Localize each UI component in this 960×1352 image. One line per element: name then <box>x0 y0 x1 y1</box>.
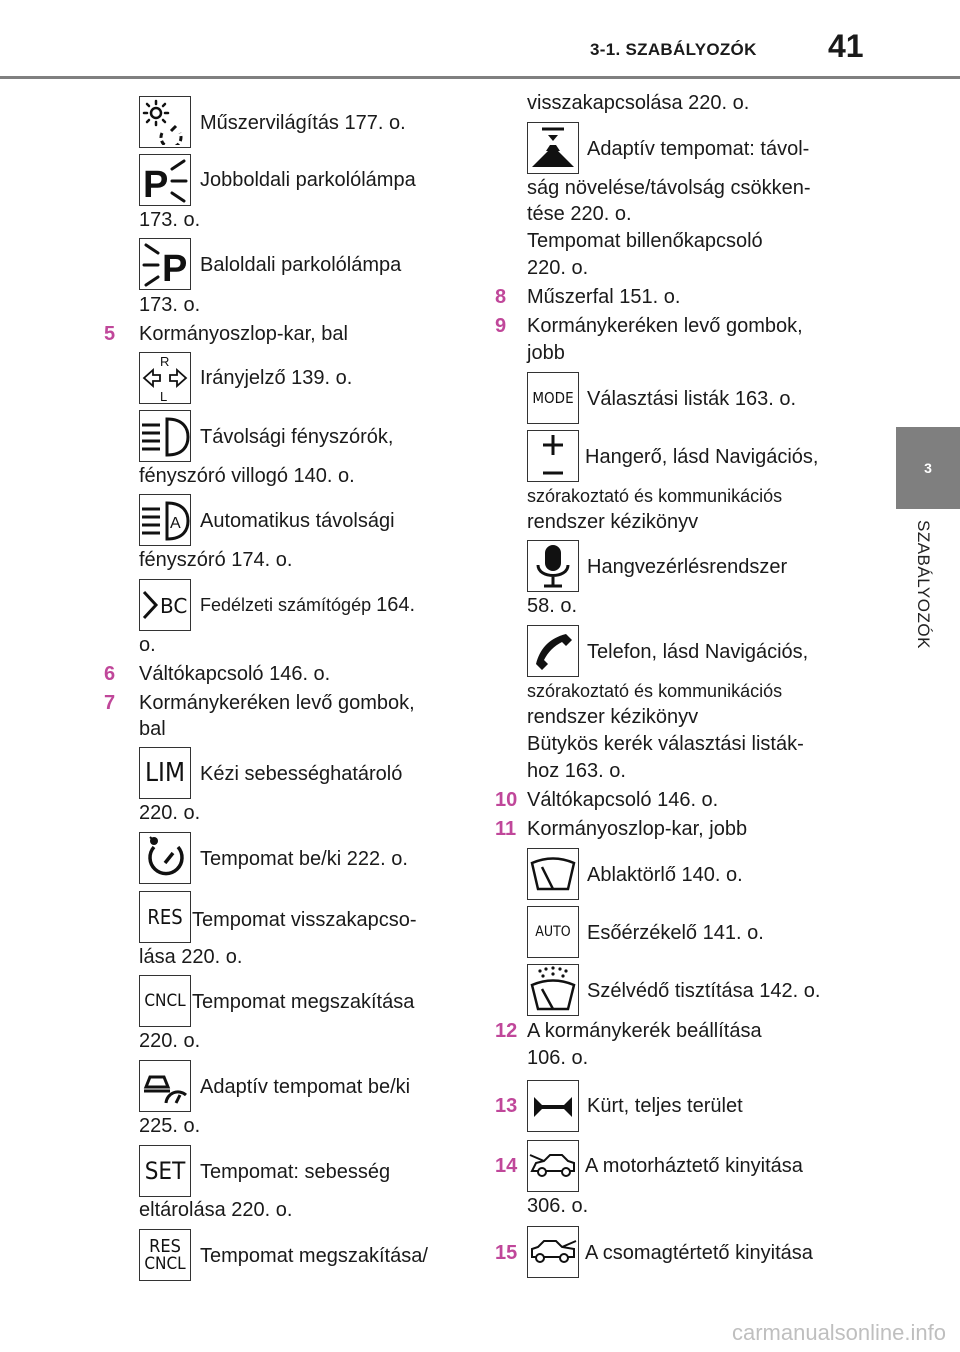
chapter-tab <box>896 427 960 509</box>
icon-label: CNCL <box>144 1253 186 1274</box>
trunk-release-glyph <box>528 1227 578 1277</box>
voice-control-icon <box>527 540 579 592</box>
trip-computer-icon <box>139 579 191 631</box>
text-line: hoz 163. o. <box>527 760 626 782</box>
text-line: ság növelése/távolság csökken- <box>527 177 811 199</box>
item-number: 12 <box>495 1020 518 1042</box>
item-number: 8 <box>495 286 507 308</box>
cruise-resume-cancel-icon <box>139 1229 191 1281</box>
icon-label: CNCL <box>144 990 186 1011</box>
section-title: 3-1. SZABÁLYOZÓK <box>590 40 757 59</box>
text-line: Adaptív tempomat be/ki <box>200 1076 411 1098</box>
turn-signal-glyph <box>140 353 190 403</box>
cruise-control-icon <box>139 832 191 884</box>
text-line: tése 220. o. <box>527 203 632 225</box>
text-line: Kormánykeréken levő gombok, <box>527 315 803 337</box>
mode-icon <box>527 372 579 424</box>
auto-high-beam-glyph <box>140 495 190 545</box>
text-line: Kormánykeréken levő gombok, <box>139 692 415 714</box>
cruise-cancel-icon <box>139 975 191 1027</box>
horn-glyph <box>528 1081 578 1131</box>
svg-text:A: A <box>170 515 181 532</box>
text-line: Hangvezérlésrendszer <box>587 556 788 578</box>
text-line: szórakoztató és kommunikációs <box>527 681 783 701</box>
text-line: 220. o. <box>527 257 589 279</box>
text-line: rendszer kézikönyv <box>527 706 699 728</box>
chapter-label: SZABÁLYOZÓK <box>914 520 933 649</box>
svg-text:BC: BC <box>160 594 188 618</box>
text-line: Jobboldali parkolólámpa <box>200 169 416 191</box>
text-line: jobb <box>527 342 565 364</box>
parking-light-right-icon <box>139 154 191 206</box>
text-line: bal <box>139 718 166 740</box>
text-line: 220. o. <box>139 1030 201 1052</box>
text-line: A csomagtértető kinyitása <box>585 1242 813 1264</box>
text-line: Automatikus távolsági <box>200 510 395 532</box>
text-line: Kormányoszlop-kar, jobb <box>527 818 748 840</box>
wiper-glyph <box>528 849 578 899</box>
text-line: Váltókapcsoló 146. o. <box>527 789 719 811</box>
horn-icon <box>527 1080 579 1132</box>
rain-sensor-icon <box>527 906 579 958</box>
text-line: Távolsági fényszórók, <box>200 426 394 448</box>
text-line: eltárolása 220. o. <box>139 1199 293 1221</box>
acc-distance-glyph <box>528 123 578 173</box>
text-line: 106. o. <box>527 1047 589 1069</box>
icon-label: AUTO <box>535 924 571 940</box>
text-line: Szélvédő tisztítása 142. o. <box>587 980 821 1002</box>
text-line: Tempomat billenőkapcsoló <box>527 230 763 252</box>
icon-label: LIM <box>144 758 186 788</box>
text-line: szórakoztató és kommunikációs <box>527 486 783 506</box>
instrument-lighting-icon <box>139 96 191 148</box>
text-line: Hangerő, lásd Navigációs, <box>585 446 819 468</box>
windshield-washer-icon <box>527 964 579 1016</box>
text-line: Bütykös kerék választási listák- <box>527 733 804 755</box>
trunk-release-icon <box>527 1226 579 1278</box>
item-number: 14 <box>495 1155 518 1177</box>
item-number: 7 <box>104 692 116 714</box>
text-line: Tempomat megszakítása <box>192 991 415 1013</box>
text-line: Tempomat: sebesség <box>200 1161 391 1183</box>
svg-text:L: L <box>160 389 168 403</box>
text-line: fényszóró villogó 140. o. <box>139 465 355 487</box>
text-line: A motorháztető kinyitása <box>585 1155 803 1177</box>
wiper-icon <box>527 848 579 900</box>
text-line: 225. o. <box>139 1115 201 1137</box>
phone-icon <box>527 625 579 677</box>
text-line: A kormánykerék beállítása <box>527 1020 762 1042</box>
text-line: 173. o. <box>139 294 201 316</box>
parking-light-left-icon <box>139 238 191 290</box>
voice-control-glyph <box>528 541 578 591</box>
parking-light-left-glyph <box>140 239 190 289</box>
text-line: Kézi sebességhatároló <box>200 763 403 785</box>
item-number: 13 <box>495 1095 518 1117</box>
item-number: 9 <box>495 315 507 337</box>
text-line <box>200 594 415 616</box>
text-line: 306. o. <box>527 1195 589 1217</box>
text-line: 173. o. <box>139 209 201 231</box>
icon-label: MODE <box>532 388 574 407</box>
text-line: 58. o. <box>527 595 578 617</box>
item-number: 6 <box>104 663 116 685</box>
volume-icon <box>527 430 579 482</box>
item-number: 5 <box>104 323 116 345</box>
text-line: 220. o. <box>139 802 201 824</box>
item-number: 10 <box>495 789 518 811</box>
text-line: Kürt, teljes terület <box>587 1095 743 1117</box>
text-line: lása 220. o. <box>139 946 243 968</box>
text-span: 164. <box>376 594 416 616</box>
hood-release-glyph <box>528 1141 578 1191</box>
text-line: Kormányoszlop-kar, bal <box>139 323 348 345</box>
text-line: Ablaktörlő 140. o. <box>587 864 743 886</box>
text-line: o. <box>139 634 156 656</box>
turn-signal-icon <box>139 352 191 404</box>
text-line: visszakapcsolása 220. o. <box>527 92 750 114</box>
cruise-set-icon <box>139 1145 191 1197</box>
volume-glyph <box>528 431 578 481</box>
instrument-lighting-glyph <box>142 99 188 145</box>
icon-label: RES <box>149 1235 181 1257</box>
text-line: Adaptív tempomat: távol- <box>587 138 810 160</box>
speed-limiter-icon <box>139 747 191 799</box>
icon-label: RES <box>147 905 183 929</box>
adaptive-cruise-glyph <box>140 1061 190 1111</box>
text-line: Műszerfal 151. o. <box>527 286 681 308</box>
svg-text:R: R <box>160 354 170 369</box>
text-line: Váltókapcsoló 146. o. <box>139 663 331 685</box>
parking-light-right-glyph <box>140 155 190 205</box>
item-number: 11 <box>495 818 517 840</box>
text-line: Baloldali parkolólámpa <box>200 254 402 276</box>
acc-distance-icon <box>527 122 579 174</box>
text-line: Tempomat be/ki 222. o. <box>200 848 408 870</box>
phone-glyph <box>528 626 578 676</box>
text-line: Műszervilágítás 177. o. <box>200 112 406 134</box>
high-beam-glyph <box>140 411 190 461</box>
item-number: 15 <box>495 1242 518 1264</box>
adaptive-cruise-icon <box>139 1060 191 1112</box>
watermark: carmanualsonline.info <box>731 1320 946 1345</box>
trip-computer-glyph <box>140 580 190 630</box>
hood-release-icon <box>527 1140 579 1192</box>
text-line: Irányjelző 139. o. <box>200 367 353 389</box>
windshield-washer-glyph <box>528 965 578 1015</box>
text-line: rendszer kézikönyv <box>527 511 699 533</box>
text-line: fényszóró 174. o. <box>139 549 293 571</box>
text-line: Tempomat visszakapcso- <box>192 909 417 931</box>
text-line: Tempomat megszakítása/ <box>200 1245 428 1267</box>
auto-high-beam-icon <box>139 494 191 546</box>
text-line: Telefon, lásd Navigációs, <box>587 641 809 663</box>
text-line: Esőérzékelő 141. o. <box>587 922 764 944</box>
header-rule <box>0 76 960 79</box>
icon-label: SET <box>144 1157 186 1185</box>
svg-text:P: P <box>162 248 188 289</box>
cruise-control-glyph <box>140 833 190 883</box>
page-number: 41 <box>828 28 864 64</box>
text-line: Választási listák 163. o. <box>587 388 796 410</box>
high-beam-icon <box>139 410 191 462</box>
chapter-number: 3 <box>924 460 932 476</box>
svg-text:P: P <box>143 164 169 205</box>
cruise-resume-icon <box>139 891 191 943</box>
text-span: Fedélzeti számítógép <box>200 595 372 615</box>
